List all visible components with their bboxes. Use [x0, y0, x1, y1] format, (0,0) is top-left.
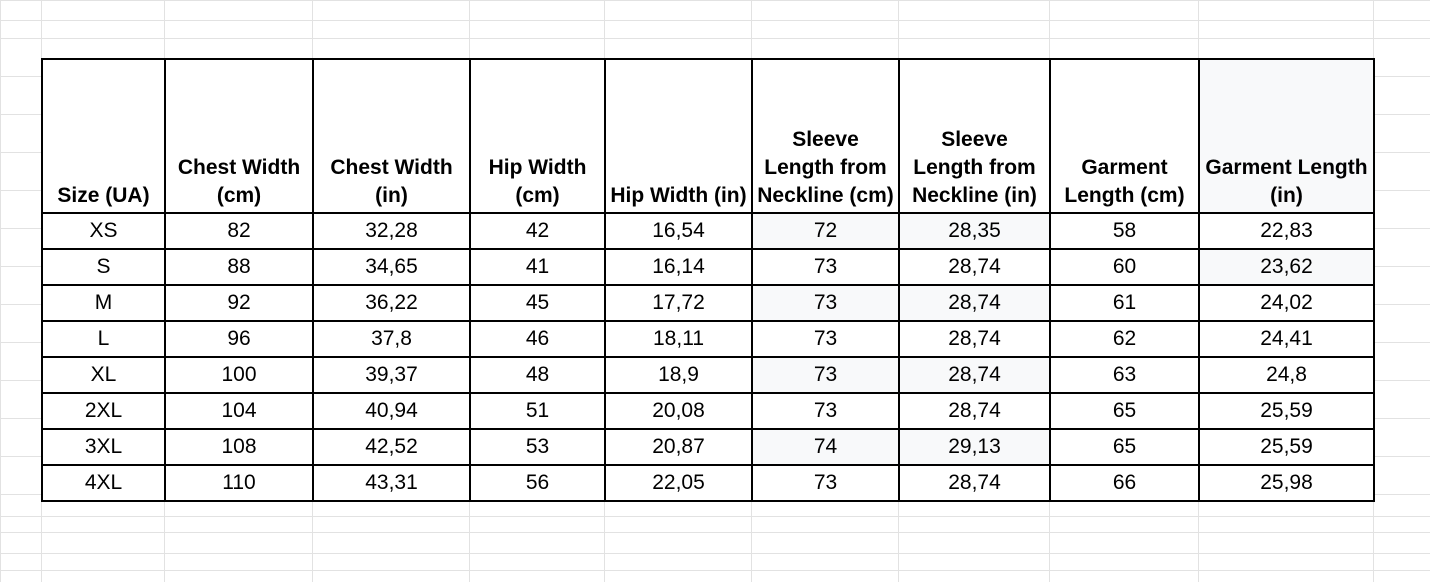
table-cell[interactable]: 108 [165, 429, 313, 465]
header-garment-length-cm[interactable]: Garment Length (cm) [1050, 59, 1199, 213]
table-cell[interactable]: 20,87 [605, 429, 752, 465]
table-cell[interactable]: 58 [1050, 213, 1199, 249]
table-cell[interactable]: 22,83 [1199, 213, 1374, 249]
table-row [42, 393, 1374, 429]
table-cell[interactable]: 110 [165, 465, 313, 501]
table-cell[interactable]: 28,74 [899, 465, 1050, 501]
table-cell[interactable]: 51 [470, 393, 605, 429]
table-cell[interactable]: 100 [165, 357, 313, 393]
table-cell[interactable]: 62 [1050, 321, 1199, 357]
table-row [42, 357, 1374, 393]
header-chest-width-cm[interactable]: Chest Width (cm) [165, 59, 313, 213]
size-chart-table [41, 58, 1375, 502]
table-cell[interactable]: 16,14 [605, 249, 752, 285]
table-cell[interactable]: 18,11 [605, 321, 752, 357]
table-cell[interactable]: 73 [752, 465, 899, 501]
table-cell[interactable]: 43,31 [313, 465, 470, 501]
table-cell[interactable]: 28,74 [899, 285, 1050, 321]
header-row [42, 59, 1374, 213]
header-sleeve-length-in[interactable]: Sleeve Length from Neckline (in) [899, 59, 1050, 213]
table-cell[interactable]: 24,8 [1199, 357, 1374, 393]
table-row [42, 249, 1374, 285]
table-cell[interactable]: XL [42, 357, 165, 393]
table-cell[interactable]: 28,74 [899, 357, 1050, 393]
table-cell[interactable]: 72 [752, 213, 899, 249]
table-cell[interactable]: 4XL [42, 465, 165, 501]
table-cell[interactable]: XS [42, 213, 165, 249]
table-cell[interactable]: 17,72 [605, 285, 752, 321]
table-cell[interactable]: 65 [1050, 429, 1199, 465]
table-cell[interactable]: 28,74 [899, 393, 1050, 429]
table-cell[interactable]: 36,22 [313, 285, 470, 321]
table-cell[interactable]: 96 [165, 321, 313, 357]
table-cell[interactable]: 82 [165, 213, 313, 249]
header-size[interactable]: Size (UA) [42, 59, 165, 213]
table-cell[interactable]: M [42, 285, 165, 321]
table-cell[interactable]: 73 [752, 393, 899, 429]
table-cell[interactable]: 23,62 [1199, 249, 1374, 285]
table-cell[interactable]: 60 [1050, 249, 1199, 285]
table-cell[interactable]: 88 [165, 249, 313, 285]
table-cell[interactable]: 28,35 [899, 213, 1050, 249]
table-cell[interactable]: 48 [470, 357, 605, 393]
table-cell[interactable]: S [42, 249, 165, 285]
table-row [42, 285, 1374, 321]
header-hip-width-in[interactable]: Hip Width (in) [605, 59, 752, 213]
table-cell[interactable]: 22,05 [605, 465, 752, 501]
table-cell[interactable]: 24,02 [1199, 285, 1374, 321]
header-chest-width-in[interactable]: Chest Width (in) [313, 59, 470, 213]
table-row [42, 213, 1374, 249]
table-cell[interactable]: 39,37 [313, 357, 470, 393]
table-cell[interactable]: 65 [1050, 393, 1199, 429]
table-cell[interactable]: 42,52 [313, 429, 470, 465]
table-row [42, 321, 1374, 357]
table-cell[interactable]: 56 [470, 465, 605, 501]
table-cell[interactable]: 73 [752, 285, 899, 321]
table-cell[interactable]: 34,65 [313, 249, 470, 285]
table-cell[interactable]: 66 [1050, 465, 1199, 501]
table-cell[interactable]: 73 [752, 249, 899, 285]
table-cell[interactable]: 29,13 [899, 429, 1050, 465]
table-cell[interactable]: 25,98 [1199, 465, 1374, 501]
table-cell[interactable]: 20,08 [605, 393, 752, 429]
table-cell[interactable]: 28,74 [899, 249, 1050, 285]
table-cell[interactable]: L [42, 321, 165, 357]
header-garment-length-in[interactable]: Garment Length (in) [1199, 59, 1374, 213]
table-cell[interactable]: 25,59 [1199, 393, 1374, 429]
table-cell[interactable]: 37,8 [313, 321, 470, 357]
table-cell[interactable]: 46 [470, 321, 605, 357]
table-cell[interactable]: 104 [165, 393, 313, 429]
table-cell[interactable]: 24,41 [1199, 321, 1374, 357]
table-cell[interactable]: 41 [470, 249, 605, 285]
table-cell[interactable]: 3XL [42, 429, 165, 465]
header-sleeve-length-cm[interactable]: Sleeve Length from Neckline (cm) [752, 59, 899, 213]
table-cell[interactable]: 53 [470, 429, 605, 465]
table-cell[interactable]: 92 [165, 285, 313, 321]
table-cell[interactable]: 32,28 [313, 213, 470, 249]
table-row [42, 465, 1374, 501]
table-cell[interactable]: 73 [752, 321, 899, 357]
table-row [42, 429, 1374, 465]
table-cell[interactable]: 25,59 [1199, 429, 1374, 465]
table-cell[interactable]: 45 [470, 285, 605, 321]
table-cell[interactable]: 18,9 [605, 357, 752, 393]
table-cell[interactable]: 40,94 [313, 393, 470, 429]
table-cell[interactable]: 74 [752, 429, 899, 465]
table-cell[interactable]: 42 [470, 213, 605, 249]
table-cell[interactable]: 63 [1050, 357, 1199, 393]
table-cell[interactable]: 61 [1050, 285, 1199, 321]
table-cell[interactable]: 73 [752, 357, 899, 393]
header-hip-width-cm[interactable]: Hip Width (cm) [470, 59, 605, 213]
table-cell[interactable]: 16,54 [605, 213, 752, 249]
table-cell[interactable]: 2XL [42, 393, 165, 429]
table-cell[interactable]: 28,74 [899, 321, 1050, 357]
